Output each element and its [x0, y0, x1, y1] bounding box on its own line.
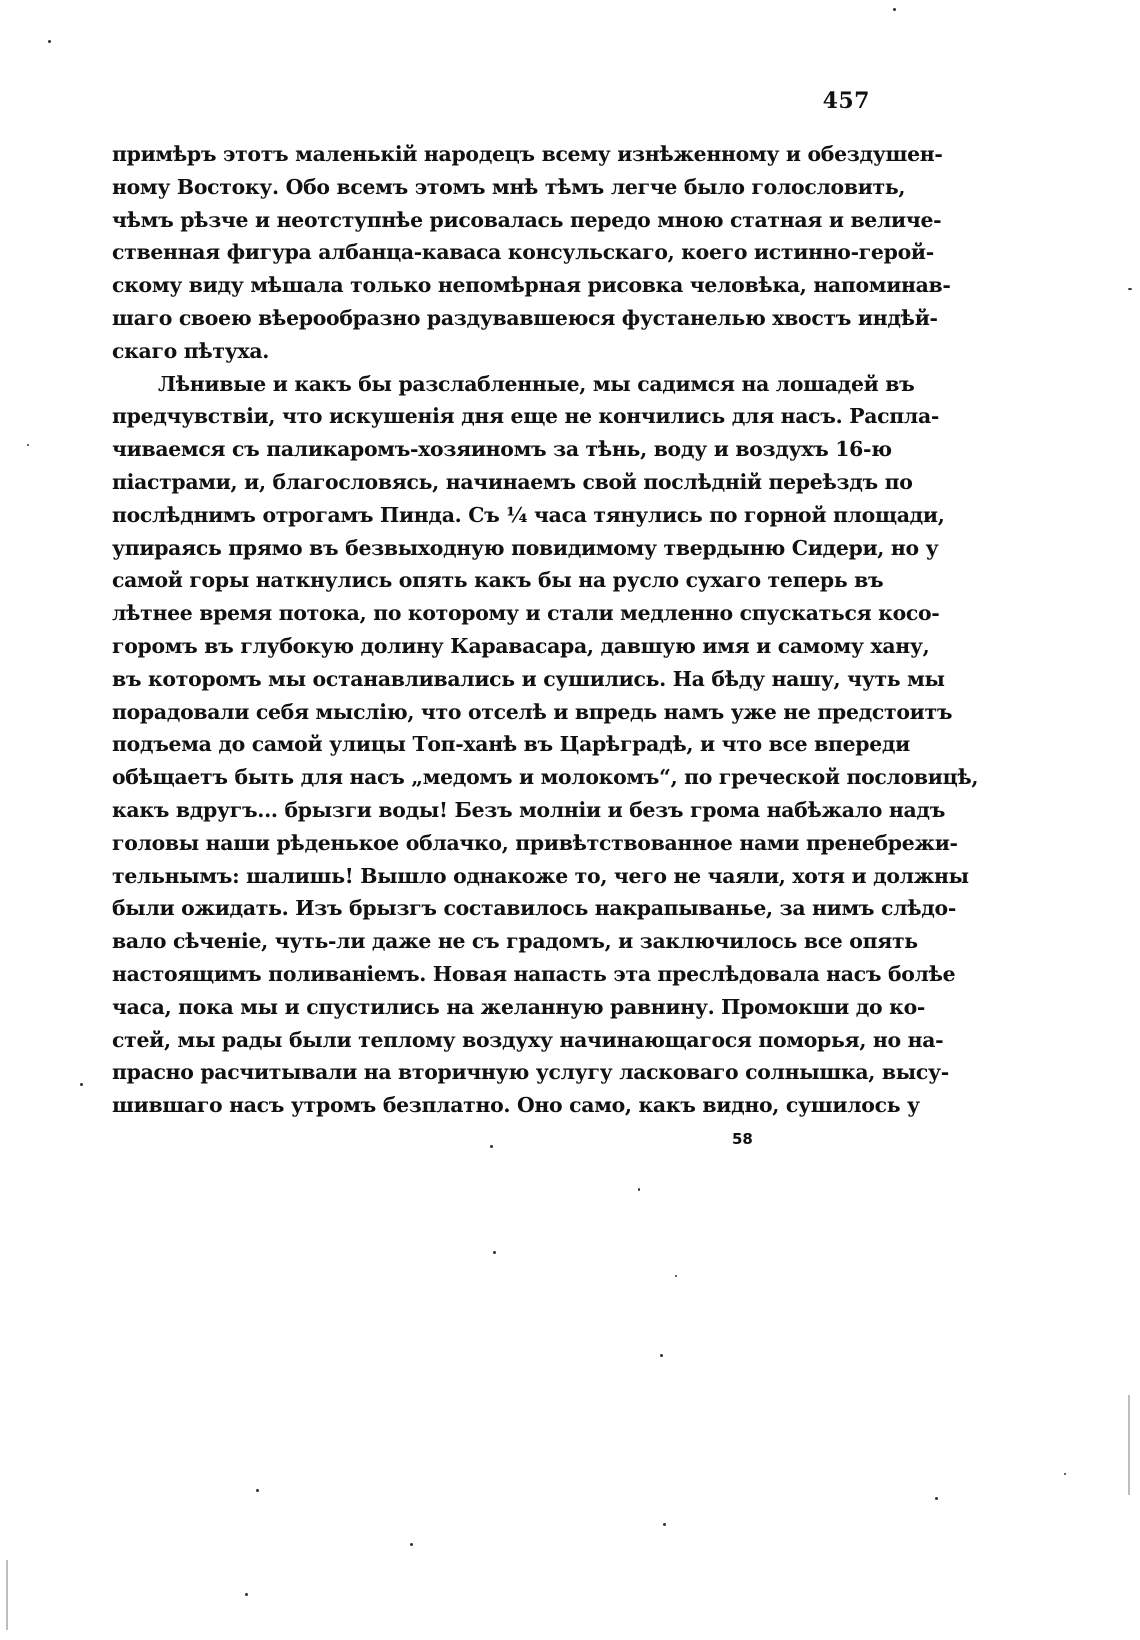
- text-line: самой горы наткнулись опять какъ бы на русло сухаго теперь въ: [112, 568, 884, 593]
- text-line: тельнымъ: шалишь! Вышло однакоже то, чего не чаяли, хотя и должны: [112, 863, 969, 888]
- scan-speck: [490, 1145, 493, 1148]
- scan-speck: [245, 1593, 248, 1596]
- scan-speck: [48, 40, 51, 43]
- text-line: какъ вдругъ... брызги воды! Безъ молніи и безъ грома набѣжало надъ: [112, 797, 946, 822]
- text-line: упираясь прямо въ безвыходную повидимому твердыню Сидери, но у: [112, 535, 939, 560]
- printer-signature: 58: [732, 1130, 753, 1148]
- scan-speck: [893, 8, 896, 11]
- scan-speck: [660, 1354, 663, 1357]
- text-line: примѣръ этотъ маленькій народецъ всему изнѣженному и обездушен-: [112, 142, 943, 166]
- scan-speck: [663, 1523, 666, 1526]
- text-line: подъема до самой улицы Топ-ханѣ въ Царѣградѣ, и что все впереди: [112, 732, 911, 757]
- text-line: горомъ въ глубокую долину Каравасара, давшую имя и самому хану,: [112, 633, 930, 658]
- scan-speck: [1064, 1473, 1066, 1475]
- text-line: порадовали себя мыслію, что отселѣ и впредь намъ уже не предстоитъ: [112, 699, 953, 724]
- text-line: скому виду мѣшала только непомѣрная рисовка человѣка, напоминав-: [112, 273, 951, 298]
- text-line: стей, мы рады были теплому воздуху начинающагося поморья, но на-: [112, 1027, 944, 1052]
- scan-speck: [638, 1188, 640, 1191]
- text-line: шившаго насъ утромъ безплатно. Оно само, какъ видно, сушилось у: [112, 1093, 920, 1118]
- text-line: чѣмъ рѣзче и неотступнѣе рисовалась передо мною статная и величе-: [112, 207, 942, 232]
- text-line: лѣтнее время потока, по которому и стали медленно спускаться косо-: [112, 601, 940, 626]
- text-line: предчувствіи, что искушенія дня еще не кончились для насъ. Распла-: [112, 404, 940, 429]
- text-line: скаго пѣтуха.: [112, 338, 270, 363]
- scan-speck: [27, 444, 29, 446]
- scan-speck: [675, 1275, 677, 1277]
- scan-speck: [935, 1497, 938, 1500]
- text-line: были ожидать. Изъ брызгъ составилось накрапыванье, за нимъ слѣдо-: [112, 896, 957, 921]
- scan-speck: [80, 1083, 83, 1086]
- scan-edge-line: [6, 1560, 8, 1630]
- text-line: часа, пока мы и спустились на желанную равнину. Промокши до ко-: [112, 994, 926, 1019]
- text-line: ственная фигура албанца-каваса консульскаго, коего истинно-герой-: [112, 240, 934, 265]
- text-line: обѣщаетъ быть для насъ „медомъ и молокомъ“, по греческой пословицѣ,: [112, 765, 979, 790]
- text-line: головы наши рѣденькое облачко, привѣтствованное нами пренебрежи-: [112, 830, 958, 855]
- scan-speck: [493, 1251, 496, 1254]
- text-line: Лѣнивые и какъ бы разслабленные, мы садимся на лошадей въ: [158, 371, 915, 396]
- text-line: въ которомъ мы останавливались и сушились. На бѣду нашу, чуть мы: [112, 666, 945, 691]
- text-line: настоящимъ поливаніемъ. Новая напасть эта преслѣдовала насъ болѣе: [112, 961, 956, 986]
- text-line: чиваемся съ паликаромъ-хозяиномъ за тѣнь, воду и воздухъ 16-ю: [112, 437, 892, 462]
- text-line: піастрами, и, благословясь, начинаемъ свой послѣдній переѣздъ по: [112, 469, 913, 494]
- text-line: вало сѣченіе, чуть-ли даже не съ градомъ, и заключилось все опять: [112, 929, 918, 954]
- text-line: ному Востоку. Обо всемъ этомъ мнѣ тѣмъ легче было голословить,: [112, 174, 906, 199]
- text-line: прасно расчитывали на вторичную услугу ласковаго солнышка, высу-: [112, 1060, 949, 1085]
- scan-speck: [256, 1489, 259, 1492]
- scan-edge-line: [1128, 1395, 1130, 1495]
- body-text: [112, 138, 979, 1122]
- scan-speck: [410, 1543, 413, 1546]
- scan-speck: [1128, 288, 1132, 290]
- text-line: послѣднимъ отрогамъ Пинда. Съ ¼ часа тянулись по горной площади,: [112, 502, 945, 527]
- page-number: 457: [822, 88, 870, 114]
- text-line: шаго своею вѣерообразно раздувавшеюся фустанелью хвостъ индѣй-: [112, 305, 938, 330]
